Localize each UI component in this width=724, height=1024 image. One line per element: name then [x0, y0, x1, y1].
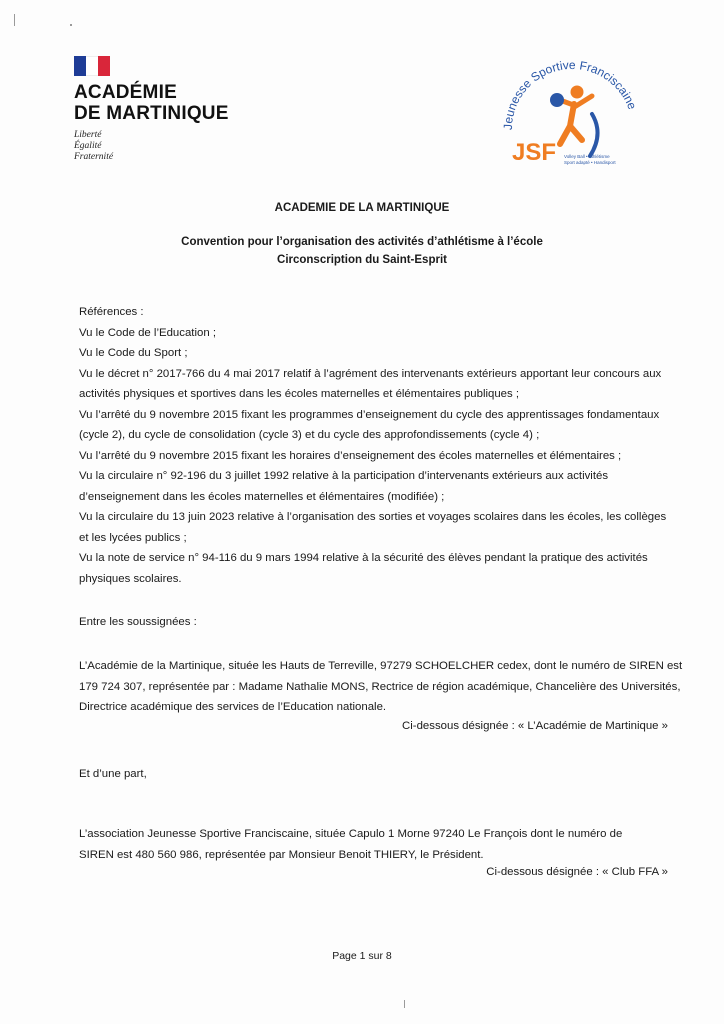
jsf-sports-line: Volley Ball • Athlétisme [564, 154, 610, 159]
party1-line: L’Académie de la Martinique, située les Hauts de Terreville, 97279 SCHOELCHER cedex, dont le numéro de SIREN est [79, 660, 683, 672]
reference-line: Vu l’arrêté du 9 novembre 2015 fixant les programmes d’enseignement du cycle des apprentissages fondamentaux [79, 408, 660, 421]
party2-designation: Ci-dessous désignée : « Club FFA » [486, 866, 668, 878]
jsf-ring-text: Jeunesse Sportive Franciscaine [500, 57, 640, 131]
party1-line: Directrice académique des services de l’Education nationale. [79, 701, 387, 713]
convention-title: Convention pour l’organisation des activités d’athlétisme à l’école [181, 236, 543, 248]
circonscription-title: Circonscription du Saint-Esprit [277, 254, 447, 266]
motto-line: Liberté [74, 130, 102, 140]
scan-mark [70, 24, 72, 26]
reference-line: Vu l’arrêté du 9 novembre 2015 fixant les horaires d’enseignement des écoles maternelles et élémentaires ; [79, 449, 622, 462]
academie-line: DE MARTINIQUE [74, 103, 229, 124]
party1-designation: Ci-dessous désignée : « L’Académie de Martinique » [402, 720, 668, 732]
reference-line: physiques scolaires. [79, 572, 182, 585]
reference-line: Vu la circulaire du 13 juin 2023 relative à l’organisation des sorties et voyages scolaires dans les écoles, les collèges [79, 511, 667, 523]
reference-line: Vu le Code de l’Education ; [79, 326, 216, 339]
scan-mark [14, 14, 15, 26]
reference-line: Vu le décret n° 2017-766 du 4 mai 2017 relatif à l’agrément des intervenants extérieurs apportant leur concours aux [79, 367, 662, 380]
reference-line: Références : [79, 306, 144, 318]
reference-line: d’enseignement dans les écoles maternelles et élémentaires (modifiée) ; [79, 490, 445, 503]
reference-line: Vu le Code du Sport ; [79, 347, 188, 359]
motto-line: Fraternité [74, 152, 114, 162]
reference-line: (cycle 2), du cycle de consolidation (cycle 3) et du cycle des approfondissements (cycle 4) ; [79, 429, 540, 441]
academie-name [74, 82, 274, 124]
party1-block [79, 656, 683, 718]
party2-line: SIREN est 480 560 986, représentée par Monsieur Benoit THIERY, le Président. [79, 848, 484, 861]
reference-line: Vu la note de service n° 94-116 du 9 mars 1994 relative à la sécurité des élèves pendant la pratique des activités [79, 552, 648, 564]
ball-icon [550, 93, 564, 107]
reference-line: Vu la circulaire n° 92-196 du 3 juillet 1992 relative à la participation d’intervenants extérieurs aux activités [79, 470, 609, 482]
page-number: Page 1 sur 8 [332, 950, 392, 962]
jsf-logo [494, 54, 644, 174]
academie-line: ACADÉMIE [74, 82, 177, 103]
republic-motto [74, 130, 274, 163]
references-block [79, 302, 669, 589]
party1-line: 179 724 307, représentée par : Madame Nathalie MONS, Rectrice de région académique, Chancelière des Universités, [79, 680, 681, 693]
and-part-label: Et d’une part, [79, 768, 147, 780]
reference-line: activités physiques et sportives dans les écoles maternelles et élémentaires publiques ; [79, 388, 520, 400]
reference-line: et les lycées publics ; [79, 531, 187, 544]
between-label: Entre les soussignées : [79, 616, 197, 628]
scan-mark [404, 1000, 405, 1008]
academie-logo [74, 56, 274, 163]
athlete-head [571, 86, 584, 99]
jsf-logo-graphic [494, 54, 644, 174]
marianne-flag [74, 56, 110, 76]
party2-line: L’association Jeunesse Sportive Franciscaine, située Capulo 1 Morne 97240 Le François dont le numéro de [79, 828, 623, 840]
motto-line: Égalité [74, 141, 102, 151]
jsf-initials: JSF [512, 139, 557, 166]
jsf-sports-line: Sport adapté • Handisport [564, 160, 616, 165]
document-heading: ACADEMIE DE LA MARTINIQUE [274, 202, 450, 214]
party2-block [79, 824, 669, 865]
